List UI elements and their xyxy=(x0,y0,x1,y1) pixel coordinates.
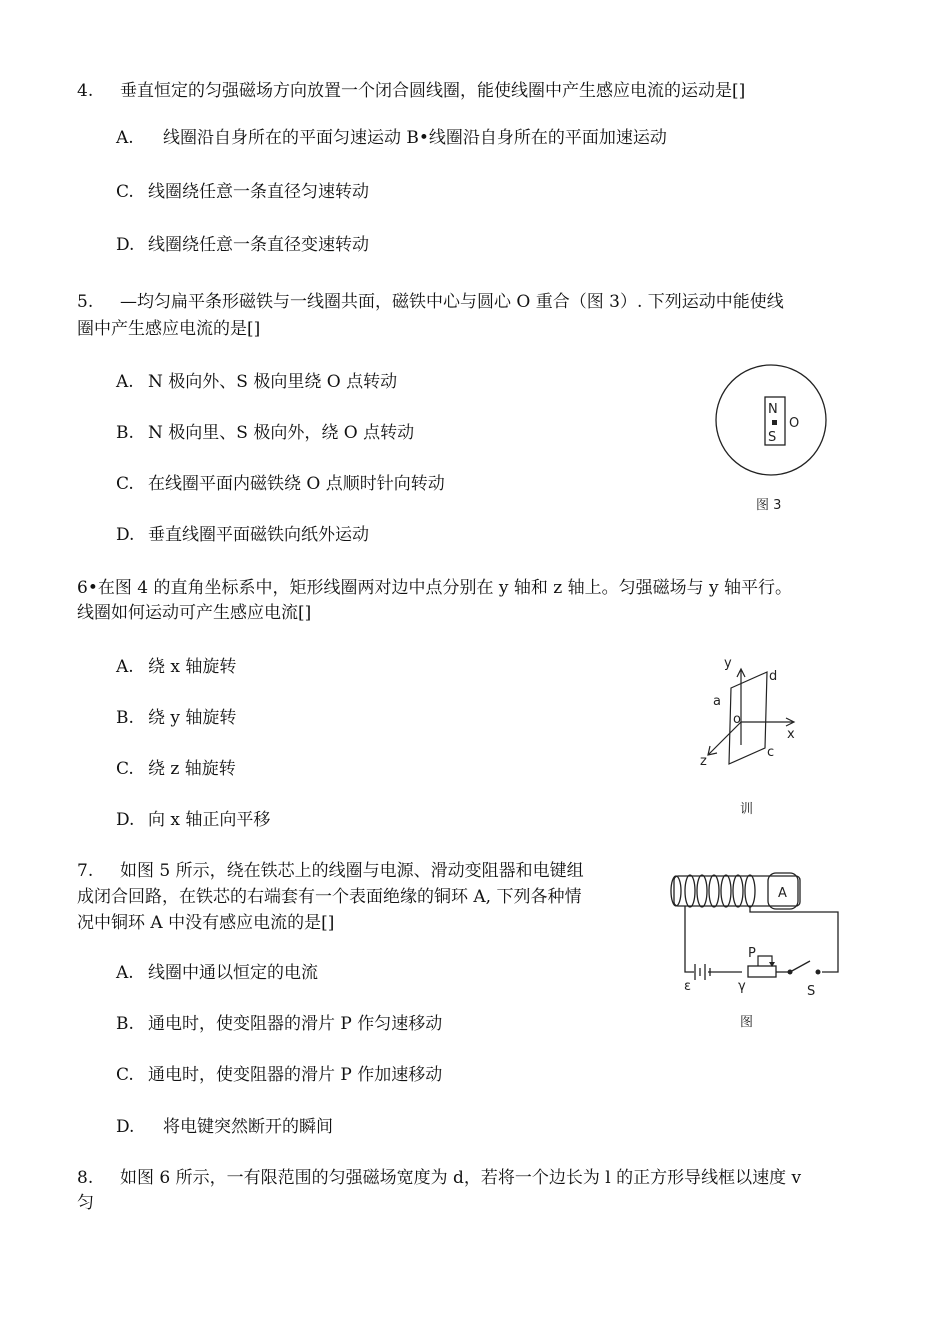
option-label: A. xyxy=(116,128,134,148)
figure-5 xyxy=(664,860,854,1030)
q7-option-d xyxy=(116,1115,333,1139)
q4-option-ab xyxy=(116,126,667,150)
q6-option-c xyxy=(116,757,236,781)
option-label: B. xyxy=(116,423,134,443)
figure-3 xyxy=(712,360,832,520)
internal-resistance-label: γ xyxy=(738,979,746,994)
q6-option-b xyxy=(116,706,236,730)
option-label: C. xyxy=(116,759,134,779)
q4-option-c xyxy=(116,180,369,204)
q8-stem-line2: 匀 xyxy=(77,1193,94,1213)
figure-3-caption: 图 3 xyxy=(756,498,782,513)
magnet-s-label: S xyxy=(768,430,777,445)
option-text: 垂直线圈平面磁铁向纸外运动 xyxy=(148,525,369,545)
q4-stem-line xyxy=(77,79,745,103)
q5-stem: —均匀扁平条形磁铁与一线圈共面，磁铁中心与圆心 O 重合（图 3）. 下列运动中能使线 xyxy=(120,292,784,312)
option-text: 线圈中通以恒定的电流 xyxy=(148,963,318,983)
q8-stem: 如图 6 所示，一有限范围的匀强磁场宽度为 d，若将一个边长为 l 的正方形导线框以速度 v xyxy=(120,1168,802,1188)
q7-stem: 如图 5 所示，绕在铁芯上的线圈与电源、滑动变阻器和电键组 xyxy=(120,861,584,881)
option-text: 线圈沿自身所在的平面匀速运动 B•线圈沿自身所在的平面加速运动 xyxy=(163,128,667,148)
option-label: B. xyxy=(116,1014,134,1034)
core-left-end xyxy=(671,876,681,906)
option-text: N 极向外、S 极向里绕 O 点转动 xyxy=(148,372,398,392)
q5-option-a xyxy=(116,370,397,394)
q8-number: 8. xyxy=(77,1168,94,1188)
axis-z-label: z xyxy=(700,754,707,769)
option-label: C. xyxy=(116,1065,134,1085)
option-text: 在线圈平面内磁铁绕 O 点顺时针向转动 xyxy=(148,474,445,494)
center-o-label: O xyxy=(789,416,800,431)
option-text: 绕 x 轴旋转 xyxy=(148,657,237,677)
q4-stem: 垂直恒定的匀强磁场方向放置一个闭合圆线圈，能使线圈中产生感应电流的运动是[] xyxy=(120,81,746,101)
coil-turns xyxy=(685,875,755,907)
q7-option-a xyxy=(116,961,318,985)
coil-c-label: c xyxy=(767,745,775,760)
q6-stem-line2: 线圈如何运动可产生感应电流[] xyxy=(77,603,312,623)
q8-stem-line1 xyxy=(77,1166,801,1190)
coil-d-label: d xyxy=(769,669,778,684)
option-text: 线圈绕任意一条直径匀速转动 xyxy=(148,182,369,202)
option-label: D. xyxy=(116,810,135,830)
q4-option-d xyxy=(116,233,369,257)
q6-option-d xyxy=(116,808,270,832)
q5-option-b xyxy=(116,421,414,445)
option-text: 绕 z 轴旋转 xyxy=(148,759,236,779)
q7-stem-line2: 成闭合回路，在铁芯的右端套有一个表面绝缘的铜环 A, 下列各种情 xyxy=(77,887,582,907)
option-label: D. xyxy=(116,235,135,255)
figure-4 xyxy=(695,650,815,815)
origin-o-label: o xyxy=(733,712,741,727)
q7-option-c xyxy=(116,1063,442,1087)
option-text: 通电时，使变阻器的滑片 P 作匀速移动 xyxy=(148,1014,443,1034)
option-text: 绕 y 轴旋转 xyxy=(148,708,237,728)
q6-stem-line1: 6•在图 4 的直角坐标系中，矩形线圈两对边中点分别在 y 轴和 z 轴上。匀强磁场与 y 轴平行。 xyxy=(77,578,793,598)
option-label: A. xyxy=(116,963,134,983)
q7-stem-line3: 况中铜环 A 中没有感应电流的是[] xyxy=(77,913,335,933)
option-label: B. xyxy=(116,708,134,728)
q5-option-c xyxy=(116,472,445,496)
switch-lever xyxy=(790,961,810,972)
slider-p-label: P xyxy=(748,946,756,961)
q7-option-b xyxy=(116,1012,442,1036)
magnet-n-label: N xyxy=(768,402,778,417)
option-text: 向 x 轴正向平移 xyxy=(148,810,271,830)
option-text: N 极向里、S 极向外，绕 O 点转动 xyxy=(148,423,415,443)
option-text: 线圈绕任意一条直径变速转动 xyxy=(148,235,369,255)
option-text: 将电键突然断开的瞬间 xyxy=(163,1117,333,1137)
coil-circle xyxy=(716,365,826,475)
emf-label: ε xyxy=(684,979,692,994)
q5-number: 5. xyxy=(77,292,94,312)
figure-5-caption: 图 xyxy=(740,1015,754,1030)
coil-a-label: a xyxy=(713,694,721,709)
axis-x-label: x xyxy=(787,727,795,742)
option-label: D. xyxy=(116,1117,135,1137)
rheostat xyxy=(748,966,776,977)
switch-s-label: S xyxy=(807,984,816,999)
q4-number: 4. xyxy=(77,81,94,101)
circuit-wires xyxy=(685,906,838,972)
q5-stem-line1 xyxy=(77,290,784,314)
ring-a-label: A xyxy=(778,886,787,901)
option-label: C. xyxy=(116,474,134,494)
slider-p xyxy=(758,956,772,966)
q7-stem-line1 xyxy=(77,859,584,883)
option-text: 通电时，使变阻器的滑片 P 作加速移动 xyxy=(148,1065,443,1085)
axis-y-label: y xyxy=(724,656,732,671)
option-label: D. xyxy=(116,525,135,545)
switch-contact-right xyxy=(816,970,821,975)
q5-option-d xyxy=(116,523,369,547)
option-label: C. xyxy=(116,182,134,202)
q5-stem-line2: 圈中产生感应电流的是[] xyxy=(77,319,261,339)
figure-4-caption: 训 xyxy=(740,802,754,815)
magnet-center-dot xyxy=(772,420,777,425)
q7-number: 7. xyxy=(77,861,94,881)
option-label: A. xyxy=(116,657,134,677)
q6-option-a xyxy=(116,655,236,679)
option-label: A. xyxy=(116,372,134,392)
battery xyxy=(695,964,710,980)
